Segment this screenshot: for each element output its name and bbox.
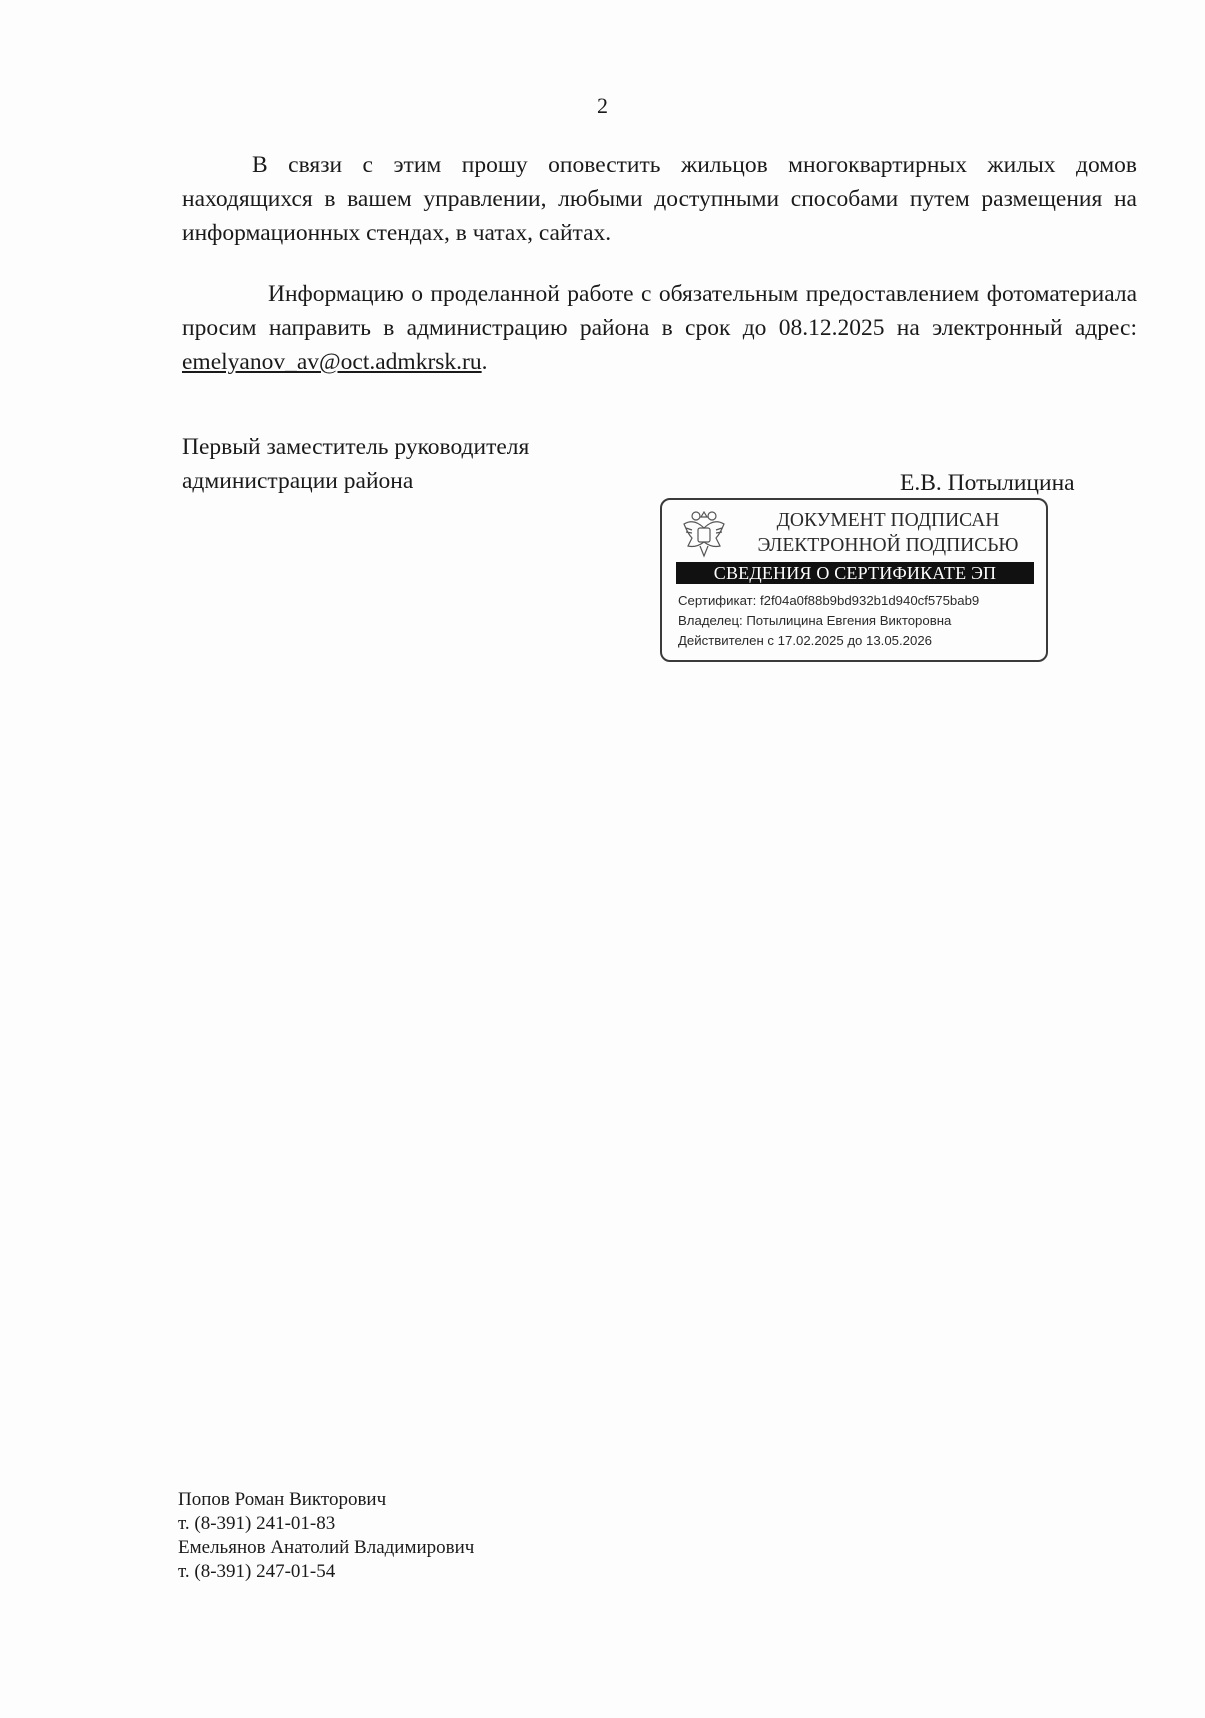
certificate-owner: Владелец: Потылицина Евгения Викторовна <box>678 613 952 628</box>
stamp-title <box>734 508 1042 558</box>
coat-of-arms-icon <box>676 506 732 562</box>
paragraph-report <box>182 277 1137 379</box>
paragraph-report-text: Информацию о проделанной работе с обязательным предоставлением фотоматериала просим направить в администрацию района в срок до 08.12.2025 на электронный адрес: <box>182 281 1137 341</box>
certificate-number: Сертификат: f2f04a0f88b9bd932b1d940cf575bab9 <box>678 593 980 608</box>
stamp-title-line2: ЭЛЕКТРОННОЙ ПОДПИСЬЮ <box>757 535 1019 556</box>
certificate-info-bar: СВЕДЕНИЯ О СЕРТИФИКАТЕ ЭП <box>676 562 1034 584</box>
certificate-validity: Действителен с 17.02.2025 до 13.05.2026 <box>678 633 933 648</box>
signatory-name: Е.В. Потылицина <box>900 470 1075 496</box>
contact-line: Емельянов Анатолий Владимирович <box>178 1537 475 1558</box>
contact-line: т. (8-391) 241-01-83 <box>178 1513 336 1534</box>
page-number: 2 <box>597 93 608 118</box>
stamp-title-line1: ДОКУМЕНТ ПОДПИСАН <box>776 510 1000 531</box>
email-link[interactable]: emelyanov_av@oct.admkrsk.ru <box>182 349 482 375</box>
paragraph-report-end: . <box>481 349 488 375</box>
signatory-position-line1: Первый заместитель руководителя <box>182 434 530 460</box>
electronic-signature-stamp <box>660 498 1048 662</box>
paragraph-notify-text: В связи с этим прошу оповестить жильцов многоквартирных жилых домов находящихся в вашем управлении, любыми доступными способами путем размещения на информационных стендах, в чатах, сайтах. <box>182 152 1137 246</box>
contact-line: т. (8-391) 247-01-54 <box>178 1561 336 1582</box>
signatory-position <box>182 430 529 498</box>
signatory-position-line2: администрации района <box>182 468 414 494</box>
contacts-block <box>178 1488 474 1584</box>
paragraph-notify <box>182 148 1137 250</box>
contact-line: Попов Роман Викторович <box>178 1489 387 1510</box>
